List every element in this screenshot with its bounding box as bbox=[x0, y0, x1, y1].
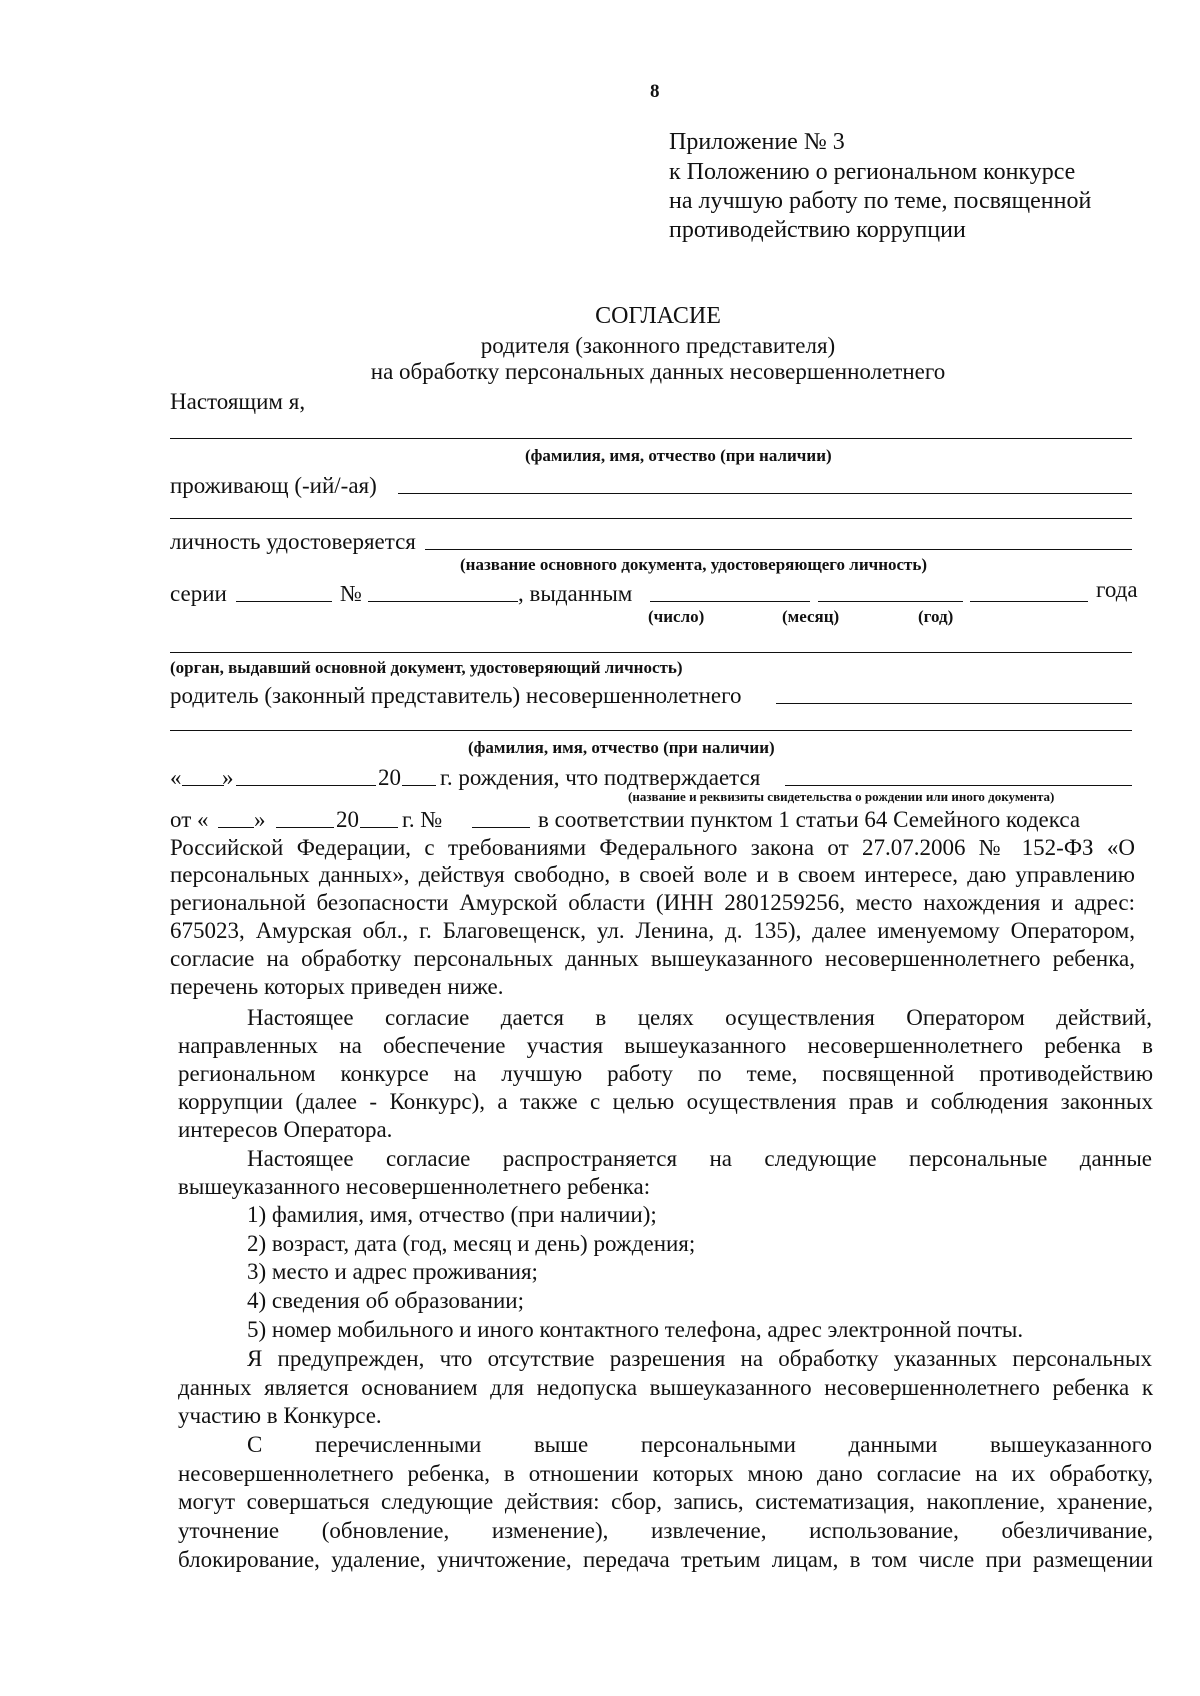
p2-line-1: Настоящее согласие дается в целях осуществления Оператором действий, bbox=[247, 1005, 1152, 1030]
p2-line-3: региональном конкурсе на лучшую работу по теме, посвященной противодействию bbox=[178, 1061, 1153, 1086]
birth-day-underline bbox=[182, 785, 224, 786]
number-label: № bbox=[340, 581, 362, 606]
year-word: года bbox=[1096, 577, 1138, 602]
p1-line-6: перечень которых приведен ниже. bbox=[170, 974, 504, 999]
birth-month-underline bbox=[236, 785, 376, 786]
p3-line-1: Настоящее согласие распространяется на следующие персональные данные bbox=[247, 1146, 1152, 1171]
p4-line-2: данных является основанием для недопуска вышеуказанного несовершеннолетнего ребенка к bbox=[178, 1375, 1153, 1400]
birth-year-underline bbox=[402, 785, 436, 786]
series-label: серии bbox=[170, 581, 227, 606]
from-number-label: г. № bbox=[402, 807, 443, 832]
parent-fio-caption: (фамилия, имя, отчество (при наличии) bbox=[468, 738, 775, 757]
parent-underline-2 bbox=[170, 730, 1132, 731]
birth-century: 20 bbox=[378, 765, 401, 790]
list-item-4: 4) сведения об образовании; bbox=[247, 1288, 524, 1313]
document-subtitle-1: родителя (законного представителя) bbox=[480, 333, 836, 358]
p2-line-4: коррупции (далее - Конкурс), а также с целью осуществления прав и соблюдения законных bbox=[178, 1089, 1153, 1114]
p1-line-1: Российской Федерации, с требованиями Федерального закона от 27.07.2006 № 152-ФЗ «О bbox=[170, 835, 1135, 860]
appendix-line-3: на лучшую работу по теме, посвященной bbox=[669, 188, 1092, 214]
year-caption: (год) bbox=[918, 607, 954, 626]
p1-line-5: согласие на обработку персональных данных вышеуказанного несовершеннолетнего ребенка, bbox=[170, 946, 1135, 971]
issuer-underline bbox=[170, 652, 1132, 653]
p4-line-3: участию в Конкурсе. bbox=[178, 1403, 382, 1428]
p4-line-1: Я предупрежден, что отсутствие разрешения на обработку указанных персональных bbox=[247, 1346, 1152, 1371]
intro-text: Настоящим я, bbox=[170, 389, 306, 414]
parent-label: родитель (законный представитель) несовершеннолетнего bbox=[170, 683, 742, 708]
fio-caption: (фамилия, имя, отчество (при наличии) bbox=[525, 446, 832, 465]
month-caption: (месяц) bbox=[782, 607, 840, 626]
residing-underline-2 bbox=[170, 518, 1132, 519]
list-item-5: 5) номер мобильного и иного контактного телефона, адрес электронной почты. bbox=[247, 1317, 1024, 1342]
fio-underline bbox=[170, 438, 1132, 439]
p5-line-2: несовершеннолетнего ребенка, в отношении которых мною дано согласие на их обработку, bbox=[178, 1461, 1153, 1486]
document-subtitle-2: на обработку персональных данных несовершеннолетнего bbox=[370, 359, 946, 384]
document-title: СОГЛАСИЕ bbox=[595, 303, 721, 329]
appendix-line-1: Приложение № 3 bbox=[669, 129, 845, 155]
p1-line-2: персональных данных», действуя свободно, в своей воле и в своем интересе, даю управлению bbox=[170, 862, 1135, 887]
from-close: » bbox=[254, 807, 266, 832]
p5-line-5: блокирование, удаление, уничтожение, передача третьим лицам, в том числе при размещении bbox=[178, 1547, 1153, 1572]
p2-line-5: интересов Оператора. bbox=[178, 1117, 393, 1142]
issued-label: , выданным bbox=[518, 581, 633, 606]
residing-label: проживающ (-ий/-ая) bbox=[170, 473, 377, 498]
cert-caption: (название и реквизиты свидетельства о рождении или иного документа) bbox=[628, 789, 1055, 804]
series-underline bbox=[236, 601, 332, 602]
appendix-line-2: к Положению о региональном конкурсе bbox=[669, 159, 1076, 185]
from-day-underline bbox=[218, 827, 254, 828]
identity-underline bbox=[425, 549, 1132, 550]
page-number: 8 bbox=[650, 81, 660, 102]
list-item-2: 2) возраст, дата (год, месяц и день) рождения; bbox=[247, 1231, 696, 1256]
issuer-caption: (орган, выдавший основной документ, удостоверяющий личность) bbox=[170, 658, 683, 677]
document-caption: (название основного документа, удостоверяющего личность) bbox=[460, 555, 928, 574]
p5-line-3: могут совершаться следующие действия: сбор, запись, систематизация, накопление, хранение, bbox=[178, 1489, 1153, 1514]
day-underline bbox=[650, 601, 810, 602]
parent-underline bbox=[776, 703, 1132, 704]
month-underline bbox=[818, 601, 963, 602]
appendix-line-4: противодействию коррупции bbox=[669, 217, 966, 243]
birth-open-quote: « bbox=[170, 765, 182, 790]
list-item-1: 1) фамилия, имя, отчество (при наличии); bbox=[247, 1202, 657, 1227]
year-underline bbox=[970, 601, 1088, 602]
identity-label: личность удостоверяется bbox=[170, 529, 416, 554]
p1-line-3: региональной безопасности Амурской области (ИНН 2801259256, место нахождения и адрес: bbox=[170, 890, 1135, 915]
p5-line-4: уточнение (обновление, изменение), извлечение, использование, обезличивание, bbox=[178, 1518, 1153, 1543]
from-rest-text: в соответствии пунктом 1 статьи 64 Семейного кодекса bbox=[538, 807, 1081, 832]
p1-line-4: 675023, Амурская обл., г. Благовещенск, ул. Ленина, д. 135), далее именуемому Оператором, bbox=[170, 918, 1135, 943]
from-month-underline bbox=[276, 827, 334, 828]
from-century: 20 bbox=[336, 807, 359, 832]
from-open: от « bbox=[170, 807, 209, 832]
list-item-3: 3) место и адрес проживания; bbox=[247, 1259, 538, 1284]
p3-line-2: вышеуказанного несовершеннолетнего ребенка: bbox=[178, 1174, 651, 1199]
birth-cert-underline bbox=[785, 785, 1132, 786]
birth-text: г. рождения, что подтверждается bbox=[440, 765, 761, 790]
p2-line-2: направленных на обеспечение участия вышеуказанного несовершеннолетнего ребенка в bbox=[178, 1033, 1153, 1058]
residing-underline bbox=[398, 493, 1132, 494]
number-underline bbox=[368, 601, 518, 602]
from-number-underline bbox=[472, 827, 530, 828]
p5-line-1: С перечисленными выше персональными данными вышеуказанного bbox=[247, 1432, 1152, 1457]
from-year-underline bbox=[360, 827, 398, 828]
day-caption: (число) bbox=[648, 607, 705, 626]
birth-close-quote: » bbox=[222, 765, 234, 790]
